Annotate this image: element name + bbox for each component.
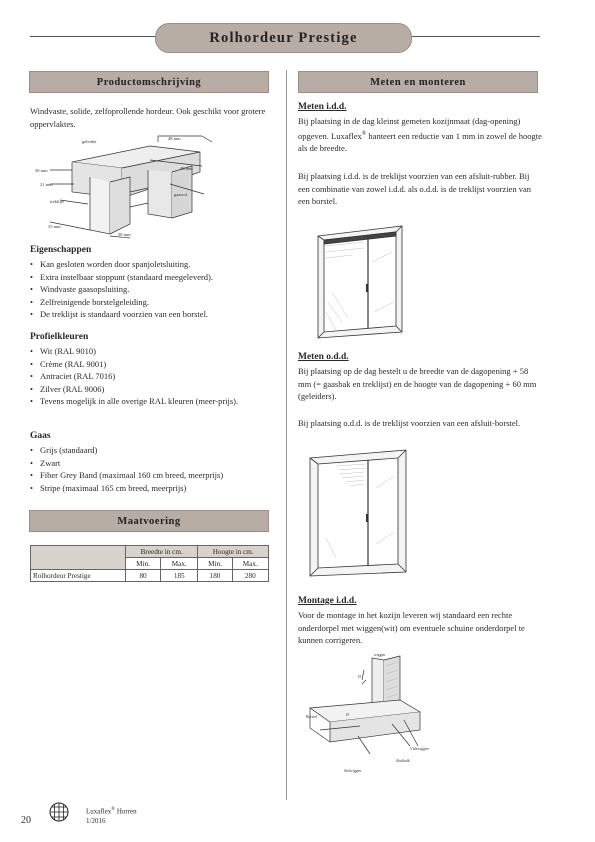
label-35mm: 35 mm	[48, 224, 61, 229]
list-eigenschappen	[30, 258, 270, 321]
list-item: • Tevens mogelijk in alle overige RAL kleuren (meer-prijs).	[30, 395, 262, 408]
page-title: Rolhordeur Prestige	[155, 23, 412, 53]
col-min: Min.	[198, 558, 232, 570]
window-odd-illustration	[306, 448, 410, 578]
profile-diagram	[30, 132, 260, 240]
title-rule-right	[410, 36, 540, 37]
cell-value: 180	[198, 570, 232, 582]
title-rule-left	[30, 36, 156, 37]
label-borstel: Borstel	[306, 715, 317, 719]
intro-text: Windvaste, solide, zelfoprollende hordeur. Ook geschikt voor grotere oppervlaktes.	[30, 106, 266, 129]
list-profielkleuren	[30, 345, 262, 408]
table-row	[31, 570, 269, 582]
page-number: 20	[21, 815, 31, 826]
list-item: • Wit (RAL 9010)	[30, 345, 262, 358]
label-58mm: 58 mm	[118, 232, 131, 237]
label-treklijst: treklijst	[50, 199, 64, 204]
cell-value: 80	[126, 570, 161, 582]
heading-profielkleuren: Profielkleuren	[30, 332, 89, 342]
cell-value: 185	[161, 570, 198, 582]
section-heading-meten-monteren: Meten en monteren	[298, 71, 538, 93]
label-48mm-right: 48 mm	[180, 166, 193, 171]
label-vlakwiggen: Vlakwiggen	[410, 747, 429, 751]
list-item: • Zelfreinigende borstelgeleiding.	[30, 296, 270, 309]
list-gaas	[30, 444, 275, 494]
montage-illustration	[300, 650, 440, 778]
heading-meten-odd: Meten o.d.d.	[298, 352, 349, 362]
col-hoogte: Hoogte in cm.	[198, 546, 269, 558]
heading-eigenschappen: Eigenschappen	[30, 245, 92, 255]
window-idd-illustration	[312, 222, 408, 342]
list-item: • Kan gesloten worden door spanjoletsluiting.	[30, 258, 270, 271]
label-diameter-top: Ø	[358, 675, 361, 679]
col-min: Min.	[126, 558, 161, 570]
list-item: • Stripe (maximaal 165 cm breed, meerprijs)	[30, 482, 275, 495]
montage-p1: Voor de montage in het kozijn leveren wij standaard een rechte onderdorpel met wiggen(wit) om eventuele schuine onderdorpel te kunnen corrigeren.	[298, 610, 525, 646]
col-breedte: Breedte in cm.	[126, 546, 198, 558]
list-item: • Zwart	[30, 457, 275, 470]
label-diameter-mid: Ø	[346, 713, 349, 717]
label-48mm-top: 48 mm	[168, 136, 181, 141]
globe-logo-icon	[49, 802, 69, 822]
cell-value: 280	[232, 570, 268, 582]
list-item: • Antraciet (RAL 7016)	[30, 370, 262, 383]
list-item: • De treklijst is standaard voorzien van een borstel.	[30, 308, 270, 321]
label-gaasrol: gaasrol	[174, 192, 187, 197]
list-item: • Zilver (RAL 9006)	[30, 383, 262, 396]
section-heading-productomschrijving: Productomschrijving	[29, 71, 269, 93]
label-sluitbalk: Sluitbalk	[396, 759, 410, 763]
label-30mm: 30 mm	[35, 168, 48, 173]
list-item: • Extra instelbaar stoppunt (standaard meegeleverd).	[30, 271, 270, 284]
list-item: • Crème (RAL 9001)	[30, 358, 262, 371]
section-heading-maatvoering: Maatvoering	[29, 510, 269, 532]
row-label: Rolhordeur Prestige	[31, 570, 126, 582]
heading-montage: Montage i.d.d.	[298, 596, 357, 606]
col-max: Max.	[232, 558, 268, 570]
label-stelwiggen: Stelwiggen	[344, 769, 362, 773]
maatvoering-table	[30, 545, 269, 582]
label-21mm: 21 mm	[40, 182, 53, 187]
footer-text: Luxaflex® Horren 1/2016	[86, 807, 137, 826]
label-geleider: geleider	[82, 139, 97, 144]
heading-meten-idd: Meten i.d.d.	[298, 102, 347, 112]
list-item: • Grijs (standaard)	[30, 444, 275, 457]
col-max: Max.	[161, 558, 198, 570]
column-divider	[286, 70, 287, 800]
label-wiggen: wiggen	[374, 653, 386, 657]
list-item: • Fiber Grey Band (maximaal 160 cm breed, meerprijs)	[30, 469, 275, 482]
meten-odd-p1: Bij plaatsing op de dag bestelt u de breedte van de dagopening + 58 mm (= gaasbak en treklijst) en de hoogte van de dagopening + 60 mm (geleiders).	[298, 366, 537, 402]
table-corner	[31, 546, 126, 570]
list-item: • Windvaste gaasopsluiting.	[30, 283, 270, 296]
meten-idd-p2: Bij plaatsing i.d.d. is de treklijst voorzien van een afsluit-rubber. Bij een combinatie van zowel i.d.d. als o.d.d. is de treklijst voorzien van een borstel.	[298, 171, 531, 207]
heading-gaas: Gaas	[30, 431, 51, 441]
meten-idd-p1: Bij plaatsing in de dag kleinst gemeten kozijnmaat (dag-opening) opgeven. Luxaflex® hanteert een reductie van 1 mm in zowel de hoogte als de breedte.	[298, 116, 542, 154]
meten-odd-p2: Bij plaatsing o.d.d. is de treklijst voorzien van een afsluit-borstel.	[298, 418, 521, 428]
